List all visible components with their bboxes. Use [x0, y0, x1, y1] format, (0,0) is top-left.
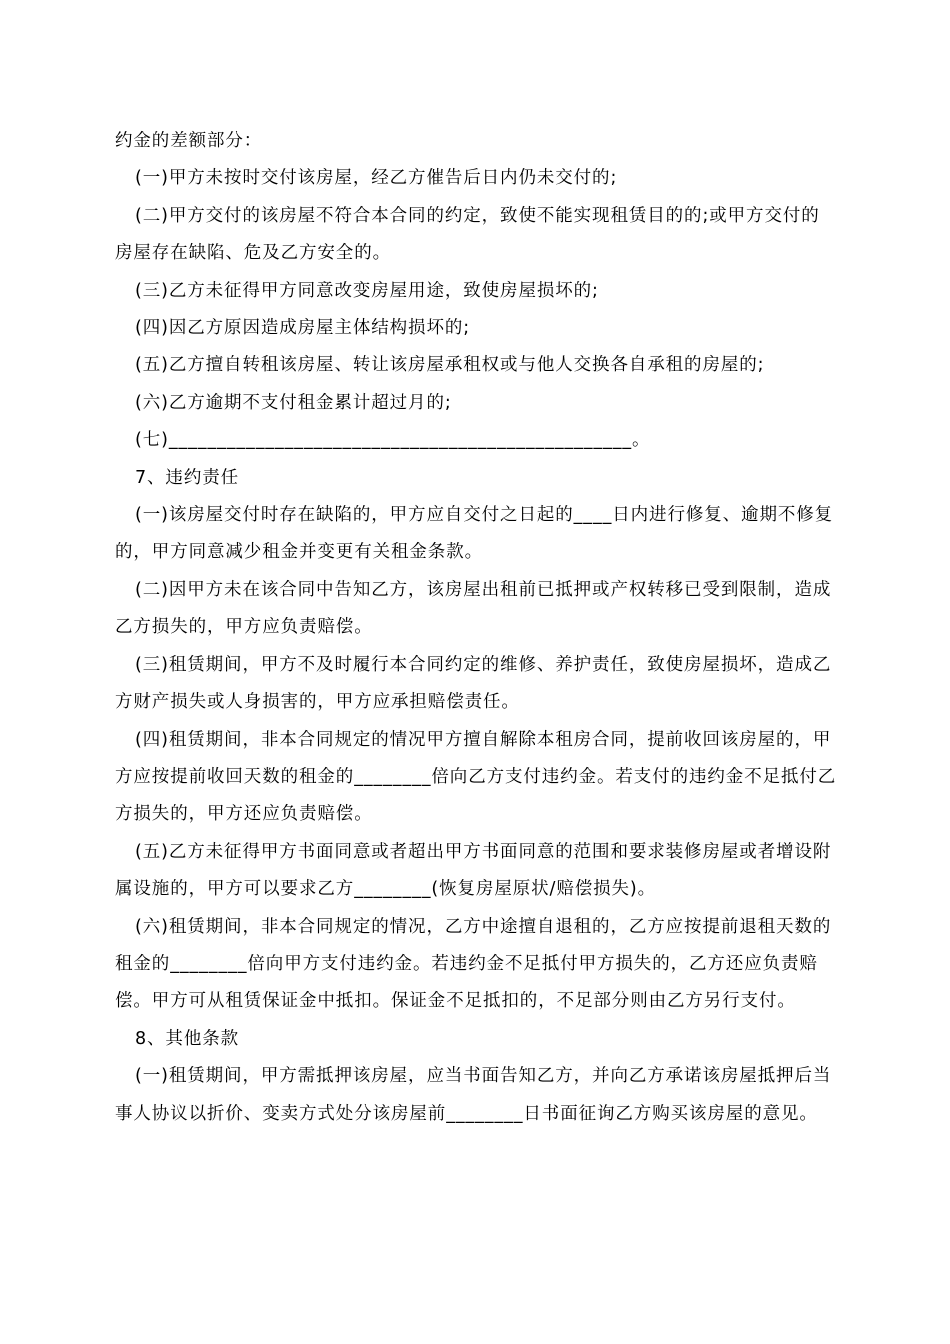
document-body [115, 123, 837, 1133]
breach-clause-1: (一)该房屋交付时存在缺陷的，甲方应自交付之日起的____日内进行修复、逾期不修复的，甲方同意减少租金并变更有关租金条款。 [115, 505, 834, 563]
breach-clause-4: (四)租赁期间，非本合同规定的情况甲方擅自解除本租房合同，提前收回该房屋的，甲方应按提前收回天数的租金的________倍向乙方支付违约金。若支付的违约金不足抵付乙方损失的，甲方还应负责赔偿。 [115, 729, 837, 825]
breach-clause-3: (三)租赁期间，甲方不及时履行本合同约定的维修、养护责任，致使房屋损坏，造成乙方财产损失或人身损害的，甲方应承担赔偿责任。 [115, 654, 832, 713]
clause-4: (四)因乙方原因造成房屋主体结构损坏的; [135, 318, 471, 339]
breach-clause-6: (六)租赁期间，非本合同规定的情况，乙方中途擅自退租的，乙方应按提前退租天数的租金的________倍向甲方支付违约金。若违约金不足抵付甲方损失的，乙方还应负责赔偿。甲方可从租赁保证金中抵扣。保证金不足抵扣的，不足部分则由乙方另行支付。 [115, 916, 832, 1012]
other-clause-1: (一)租赁期间，甲方需抵押该房屋，应当书面告知乙方，并向乙方承诺该房屋抵押后当事人协议以折价、变卖方式处分该房屋前________日书面征询乙方购买该房屋的意见。 [115, 1066, 832, 1124]
section-heading-other-terms: 8、其他条款 [135, 1028, 240, 1049]
paragraph-continuation: 约金的差额部分： [115, 131, 263, 151]
breach-clause-5: (五)乙方未征得甲方书面同意或者超出甲方书面同意的范围和要求装修房屋或者增设附属设施的，甲方可以要求乙方________(恢复房屋原状/赔偿损失)。 [115, 841, 832, 900]
clause-3: (三)乙方未征得甲方同意改变房屋用途，致使房屋损坏的; [135, 280, 599, 301]
section-heading-breach-liability: 7、违约责任 [135, 467, 240, 488]
clause-5: (五)乙方擅自转租该房屋、转让该房屋承租权或与他人交换各自承租的房屋的; [135, 355, 765, 376]
breach-clause-2: (二)因甲方未在该合同中告知乙方，该房屋出租前已抵押或产权转移已受到限制，造成乙方损失的，甲方应负责赔偿。 [115, 579, 832, 638]
clause-6: (六)乙方逾期不支付租金累计超过月的; [135, 392, 452, 413]
clause-7-blank: (七)________________________________________________。 [135, 430, 651, 451]
clause-1: (一)甲方未按时交付该房屋，经乙方催告后日内仍未交付的; [135, 168, 618, 189]
clause-2: (二)甲方交付的该房屋不符合本合同的约定，致使不能实现租赁目的的;或甲方交付的房屋存在缺陷、危及乙方安全的。 [115, 205, 820, 264]
